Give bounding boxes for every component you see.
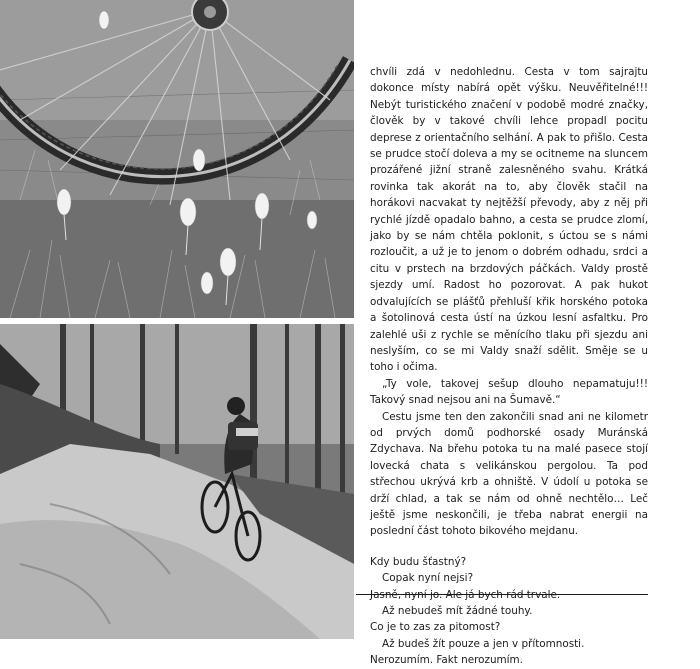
poem-line-question: Jasně, nyní jo. Ale já bych rád trvale. [370,588,561,601]
poem-line-reply: Až nebudeš mít žádné touhy. [382,605,533,617]
dialogue-poem [370,554,648,669]
photo-column [0,0,354,639]
cyclist-forest-trail-photo [0,324,354,639]
bicycle-wheel-crocus-photo [0,0,354,318]
cyclist-forest-trail-image [0,324,354,639]
paragraph: chvíli zdá v nedohlednu. Cesta v tom sajrajtu dokonce místy nabírá opět výšku. Neuvěřitelné!!! Nebýt turistického značení v podobě modré značky, člověk by v takové chvíli lehce propadl pocitu deprese z orientačního selhání. A pak to přišlo. Cesta se prudce stočí doleva a my se ocitneme na sluncem prozářené jižní straně zalesněného svahu. Krátká rovinka tak akorát na to, aby člověk stačil na horákovi nacvakat ty nejtěžší převody, aby z něj při rychlé jízdě opadalo bahno, a cesta se prudce zlomí, jako by se nám chtěla poklonit, s úctou se s námi rozloučit, a už je to jenom o dobrém odhadu, srdci a citu v prstech na brzdových páčkách. Valdy prostě sjezdy umí. Radost ho pozorovat. A pak hukot odvalujících se plášťů přehluší křik horského potoka a šotolinová cesta ústí na úzkou lesní asfaltku. Pro zalehlé uši z rychle se měnícího tlaku při sjezdu ani neslyším, co se mi Valdy snaží sdělit. Směje se u toho i očima. [370,66,648,374]
section-divider [356,594,648,595]
bicycle-wheel-crocus-image [0,0,354,318]
poem-line-question: Nerozumím. Fakt nerozumím. [370,654,523,667]
poem-line-question: Co je to zas za pitomost? [370,621,501,634]
poem-line-reply: Copak nyní nejsi? [382,572,474,585]
poem-line-reply: Až budeš žít pouze a jen v přítomnosti. [382,637,585,650]
article-text-column [370,64,648,669]
paragraph: Cestu jsme ten den zakončili snad ani ne kilometr od prvých domů podhorské osady Muránská Zdychava. Na břehu potoka tu na malé pasece stojí lovecká chata s velikánskou pergolou. Ta pod střechou ukrývá krb a ohniště. V údolí u potoka se drží chlad, a tak se nám od ohně nechtělo… Leč ještě jsme neskončili, je třeba nabrat energii na poslední část tohoto bikového mejdanu. [370,410,648,538]
poem-line-question: Kdy budu šťastný? [370,555,467,568]
paragraph: „Ty vole, takovej sešup dlouho nepamatuju!!! Takový snad nejsou ani na Šumavě.“ [370,377,648,407]
